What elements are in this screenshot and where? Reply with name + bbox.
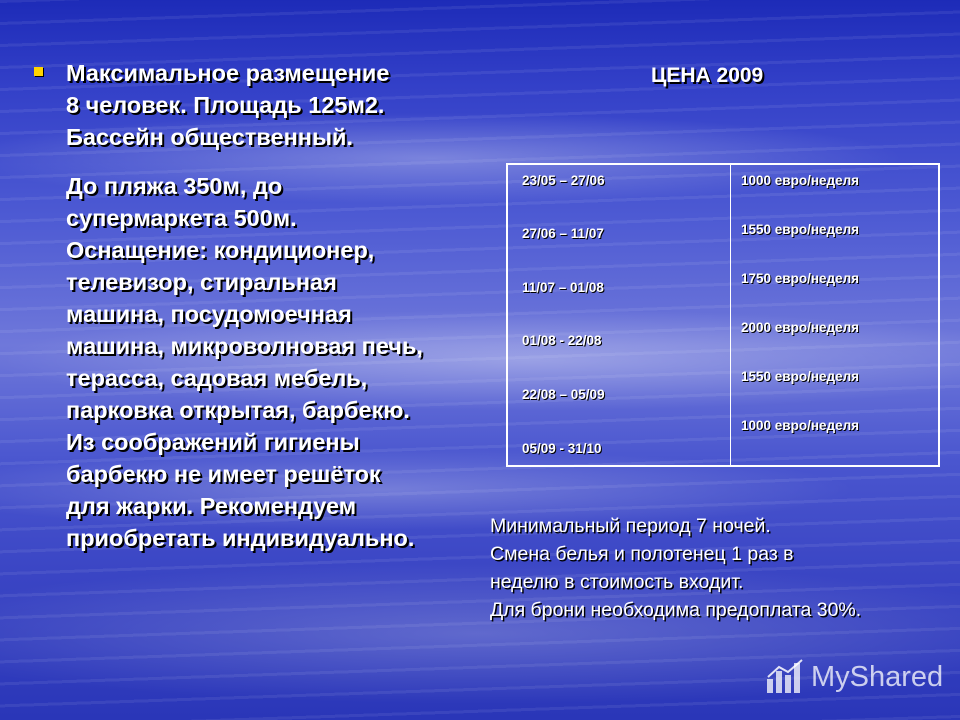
paragraph-amenities: До пляжа 350м, до супермаркета 500м. Оснащение: кондиционер, телевизор, стиральная машина, посудомоечная машина, микроволновая печь, терасса, садовая мебель, парковка открытая, барбекю. Из соображений гигиены барбекю не имеет решёток для жарки. Рекомендуем приобретать индивидуально.: [66, 173, 423, 551]
period-cell: 27/06 – 11/07: [522, 226, 604, 241]
watermark: [765, 657, 943, 697]
price-table: [506, 163, 940, 467]
period-cell: 23/05 – 27/06: [522, 173, 605, 188]
bar-chart-icon: [765, 659, 805, 695]
period-cell: 05/09 - 31/10: [522, 441, 602, 456]
square-bullet-icon: [34, 67, 43, 76]
paragraph-capacity: 8 человек. Площадь 125м2. Бассейн общественный.: [66, 92, 385, 150]
period-cell: 22/08 – 05/09: [522, 387, 605, 402]
period-cell: 11/07 – 01/08: [522, 280, 604, 295]
price-cell: 1550 евро/неделя: [741, 369, 860, 384]
watermark-text: MyShared: [811, 660, 944, 693]
period-cell: 01/08 - 22/08: [522, 333, 602, 348]
note-line: Смена белья и полотенец 1 раз в: [490, 543, 794, 565]
note-line: Минимальный период 7 ночей.: [490, 515, 771, 537]
price-cell: 1000 евро/неделя: [741, 418, 860, 433]
heading-line: [30, 57, 475, 89]
price-cell: 1750 евро/неделя: [741, 271, 860, 286]
price-cell: 1550 евро/неделя: [741, 222, 860, 237]
column-divider: [730, 165, 731, 465]
note-line: неделю в стоимость входит.: [490, 571, 744, 593]
booking-notes: [490, 512, 955, 624]
price-cell: 1000 евро/неделя: [741, 173, 860, 188]
price-title: ЦЕНА 2009: [651, 64, 764, 87]
heading: Максимальное размещение: [66, 60, 390, 86]
price-cell: 2000 евро/неделя: [741, 320, 860, 335]
description-block: [30, 57, 475, 554]
note-line: Для брони необходима предоплата 30%.: [490, 599, 862, 621]
